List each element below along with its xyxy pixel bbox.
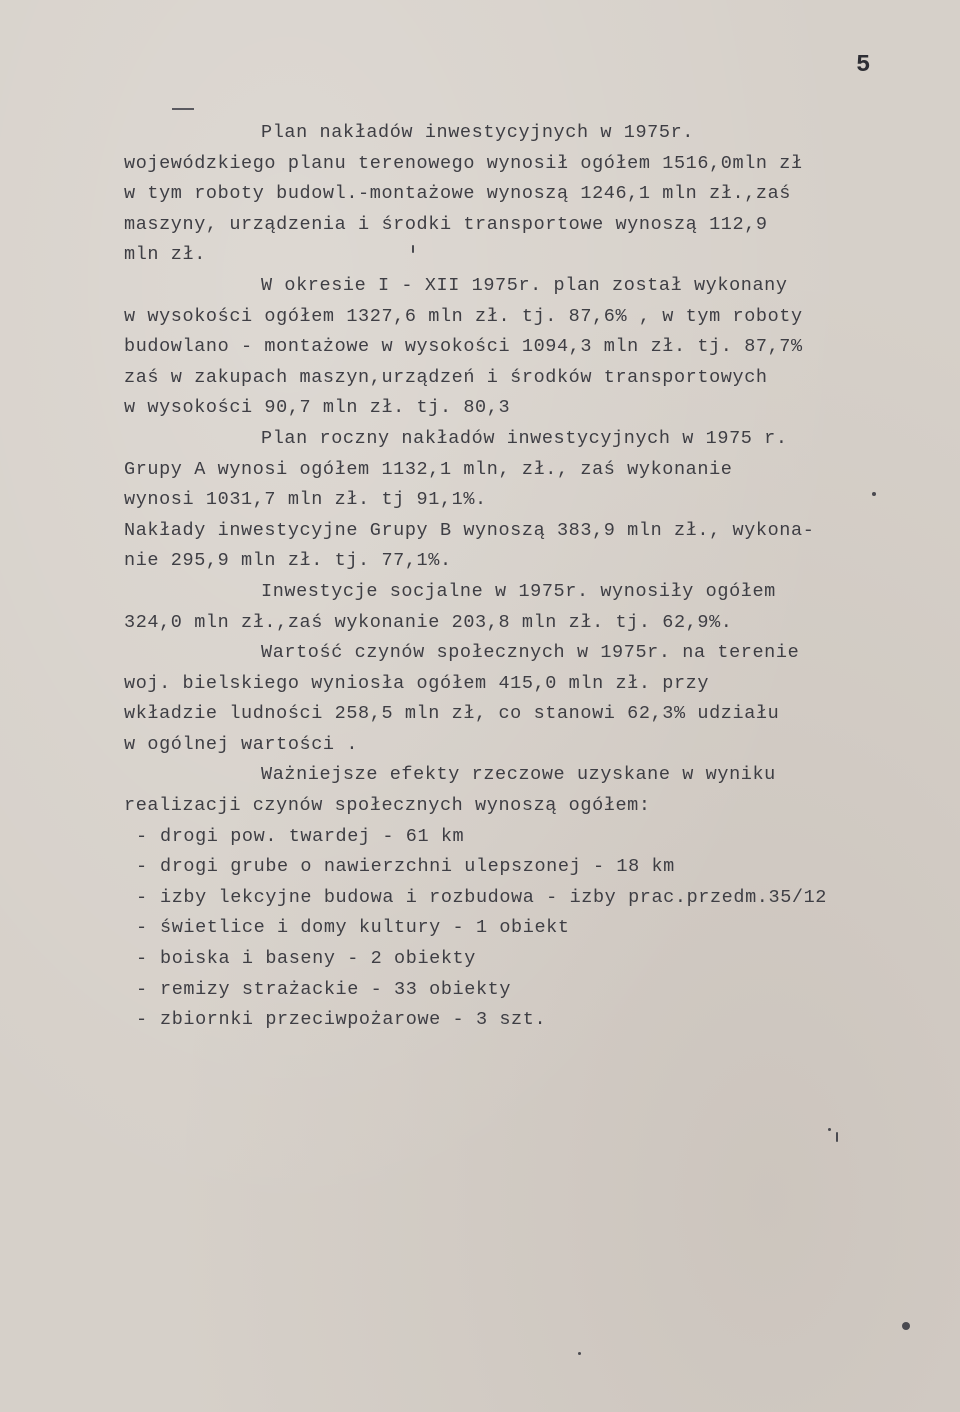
text-line: wynosi 1031,7 mln zł. tj 91,1%.	[124, 489, 487, 511]
text-line: budowlano - montażowe w wysokości 1094,3 mln zł. tj. 87,7%	[124, 336, 803, 358]
text-line: Wartość czynów społecznych w 1975r. na terenie	[261, 642, 800, 664]
list-item-text: zbiornki przeciwpożarowe - 3 szt.	[160, 1009, 547, 1031]
text-line: Ważniejsze efekty rzeczowe uzyskane w wyniku	[261, 764, 776, 786]
page-number: 5	[856, 52, 871, 79]
scan-speck	[412, 245, 414, 253]
list-item-text: izby lekcyjne budowa i rozbudowa - izby prac.przedm.35/12	[160, 886, 828, 908]
scan-speck	[902, 1322, 910, 1330]
list-bullet: -	[136, 856, 148, 878]
list-item-text: świetlice i domy kultury - 1 obiekt	[160, 917, 570, 939]
list-bullet: -	[136, 978, 148, 1000]
list-bullet: -	[136, 917, 148, 939]
list-item	[124, 852, 904, 883]
text-line: w ogólnej wartości .	[124, 733, 359, 755]
list-bullet: -	[136, 825, 148, 847]
text-line: nie 295,9 mln zł. tj. 77,1%.	[124, 550, 452, 572]
text-line: w wysokości 90,7 mln zł. tj. 80,3	[124, 397, 511, 419]
text-line: W okresie I - XII 1975r. plan został wykonany	[261, 274, 788, 296]
scan-speck	[578, 1352, 581, 1355]
effects-list	[124, 822, 904, 1036]
text-line: w tym roboty budowl.-montażowe wynoszą 1246,1 mln zł.,zaś	[124, 183, 792, 205]
list-item	[124, 944, 904, 975]
list-bullet: -	[136, 886, 148, 908]
list-item	[124, 975, 904, 1006]
margin-dash-mark	[172, 108, 194, 110]
list-item-text: drogi pow. twardej - 61 km	[160, 825, 465, 847]
text-line: wojewódzkiego planu terenowego wynosił ogółem 1516,0mln zł	[124, 152, 803, 174]
text-line: Grupy A wynosi ogółem 1132,1 mln, zł., zaś wykonanie	[124, 458, 733, 480]
list-item	[124, 822, 904, 853]
text-line: Inwestycje socjalne w 1975r. wynosiły ogółem	[261, 580, 776, 602]
text-line: Plan nakładów inwestycyjnych w 1975r.	[261, 122, 694, 143]
text-line: mln zł.	[124, 244, 206, 266]
document-body	[124, 118, 904, 1036]
scan-speck	[836, 1132, 838, 1142]
list-bullet: -	[136, 948, 148, 970]
scan-speck	[828, 1128, 831, 1131]
scan-speck	[872, 492, 876, 496]
text-line: maszyny, urządzenia i środki transportowe wynoszą 112,9	[124, 213, 768, 235]
list-bullet: -	[136, 1009, 148, 1031]
text-line: 324,0 mln zł.,zaś wykonanie 203,8 mln zł. tj. 62,9%.	[124, 611, 733, 633]
list-item-text: drogi grube o nawierzchni ulepszonej - 18 km	[160, 856, 675, 878]
list-item-text: boiska i baseny - 2 obiekty	[160, 948, 476, 970]
list-item	[124, 1005, 904, 1036]
text-line: zaś w zakupach maszyn,urządzeń i środków transportowych	[124, 366, 768, 388]
text-line: wkładzie ludności 258,5 mln zł, co stanowi 62,3% udziału	[124, 703, 780, 725]
text-line: w wysokości ogółem 1327,6 mln zł. tj. 87,6% , w tym roboty	[124, 305, 803, 327]
text-line: Plan roczny nakładów inwestycyjnych w 1975 r.	[261, 427, 788, 449]
text-line: realizacji czynów społecznych wynoszą ogółem:	[124, 795, 651, 817]
list-item-text: remizy strażackie - 33 obiekty	[160, 978, 512, 1000]
body-text	[124, 118, 904, 822]
list-item	[124, 913, 904, 944]
text-line: woj. bielskiego wyniosła ogółem 415,0 mln zł. przy	[124, 672, 710, 694]
list-item	[124, 883, 904, 914]
text-line: Nakłady inwestycyjne Grupy B wynoszą 383,9 mln zł., wykona-	[124, 519, 815, 541]
